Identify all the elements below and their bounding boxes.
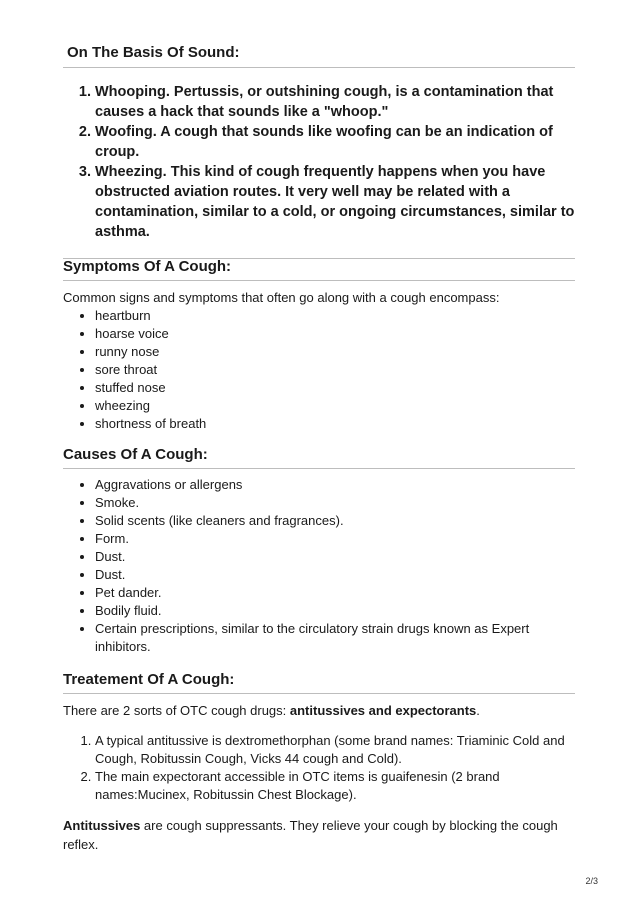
sound-section — [63, 44, 575, 259]
list-item: 3. Wheezing. This kind of cough frequently happens when you have obstructed aviation routes. It very well may be related with a contamination, similar to a cold, or ongoing circumstances, similar to asthma. — [95, 162, 575, 242]
causes-heading-rule — [63, 468, 575, 469]
treatment-intro — [63, 701, 575, 720]
list-item: • sore throat — [95, 361, 575, 379]
list-item: • shortness of breath — [95, 415, 575, 433]
list-item: • Bodily fluid. — [95, 602, 575, 620]
treatment-intro-end: . — [476, 703, 480, 718]
list-item: • Dust. — [95, 548, 575, 566]
list-item: • Solid scents (like cleaners and fragrances). — [95, 512, 575, 530]
list-item: • runny nose — [95, 343, 575, 361]
causes-list — [63, 476, 575, 656]
symptoms-heading-rule — [63, 280, 575, 281]
treatment-note — [63, 816, 575, 854]
list-item: • stuffed nose — [95, 379, 575, 397]
list-item: • wheezing — [95, 397, 575, 415]
sound-heading: On The Basis Of Sound: — [67, 44, 240, 61]
list-item: 2. The main expectorant accessible in OTC items is guaifenesin (2 brand names:Mucinex, Robitussin Chest Blockage). — [95, 768, 575, 804]
sound-list — [63, 82, 575, 242]
list-item: • Certain prescriptions, similar to the circulatory strain drugs known as Expert inhibitors. — [95, 620, 575, 656]
treatment-intro-text: There are 2 sorts of OTC cough drugs: — [63, 703, 290, 718]
treatment-intro-bold: antitussives and expectorants — [289, 703, 477, 718]
list-item: • Dust. — [95, 566, 575, 584]
treatment-list — [63, 732, 575, 804]
list-item: • Smoke. — [95, 494, 575, 512]
page-number: 2/3 — [585, 876, 598, 886]
symptoms-section — [63, 258, 575, 433]
list-item: 1. A typical antitussive is dextromethorphan (some brand names: Triaminic Cold and Cough, Robitussin Cough, Vicks 44 cough and Cold). — [95, 732, 575, 768]
treatment-section — [63, 671, 575, 854]
treatment-note-bold: Antitussives — [63, 818, 141, 833]
symptoms-intro: Common signs and symptoms that often go along with a cough encompass: — [63, 290, 500, 305]
list-item: • Form. — [95, 530, 575, 548]
list-item: • Aggravations or allergens — [95, 476, 575, 494]
sound-heading-rule — [63, 67, 575, 68]
list-item: 2. Woofing. A cough that sounds like woofing can be an indication of croup. — [95, 122, 575, 162]
treatment-heading: Treatement Of A Cough: — [63, 671, 235, 688]
list-item: 1. Whooping. Pertussis, or outshining cough, is a contamination that causes a hack that sounds like a "whoop." — [95, 82, 575, 122]
causes-section — [63, 446, 575, 656]
list-item: • heartburn — [95, 307, 575, 325]
symptoms-list — [63, 307, 575, 433]
symptoms-heading: Symptoms Of A Cough: — [63, 258, 232, 275]
treatment-note-text: are cough suppressants. They relieve your cough by blocking the cough reflex. — [63, 818, 558, 852]
treatment-heading-rule — [63, 693, 575, 694]
list-item: • Pet dander. — [95, 584, 575, 602]
causes-heading: Causes Of A Cough: — [63, 446, 208, 463]
list-item: • hoarse voice — [95, 325, 575, 343]
